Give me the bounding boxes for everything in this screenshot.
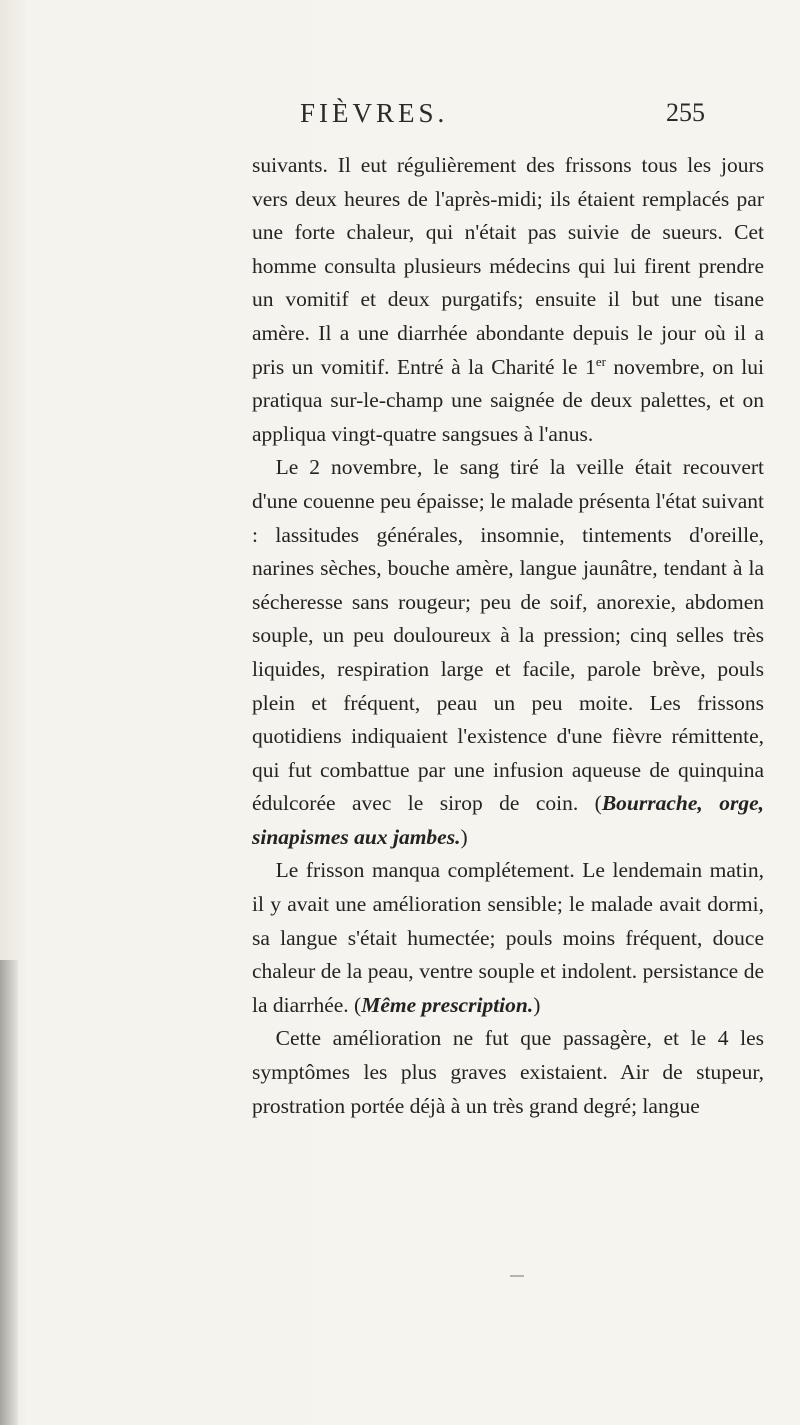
paragraph-3-close: ) bbox=[533, 992, 541, 1017]
paragraph-3-text: Le frisson manqua complétement. Le lendemain matin, il y avait une amélioration sensible; le malade avait dormi, sa langue s'était humectée; pouls moins fréquent, douce chaleur de la peau, ventre souple et indolent. persistance de la diarrhée. ( bbox=[252, 858, 764, 1017]
page-number: 255 bbox=[666, 98, 705, 127]
paragraph-4 bbox=[252, 1022, 764, 1123]
paragraph-1-tail: novembre, on lui pratiqua sur-le-champ une saignée de deux palettes, et on appliqua vingt-quatre sangsues à l'anus. bbox=[252, 354, 764, 446]
paragraph-3 bbox=[252, 854, 764, 1022]
paragraph-2-close: ) bbox=[460, 824, 468, 849]
paragraph-4-text: Cette amélioration ne fut que passagère, et le 4 les symptômes les plus graves existaient. Air de stupeur, prostration portée déjà à un très grand degré; langue bbox=[252, 1026, 764, 1118]
running-header bbox=[0, 98, 800, 138]
binding-shadow bbox=[0, 960, 18, 1425]
paragraph-1-text: suivants. Il eut régulièrement des frissons tous les jours vers deux heures de l'après-midi; ils étaient remplacés par une forte chaleur, qui n'était pas suivie de sueurs. Cet homme consulta plusieurs médecins qui lui firent prendre un vomitif et deux purgatifs; ensuite il but une tisane amère. Il a une diarrhée abondante depuis le jour où il a pris un vomitif. Entré à la Charité le 1 bbox=[252, 153, 764, 379]
paragraph-2 bbox=[252, 451, 764, 854]
print-mark bbox=[510, 1275, 524, 1277]
header-title: FIÈVRES. bbox=[300, 98, 449, 128]
prescription-italic-2: Même prescription. bbox=[361, 992, 534, 1017]
paragraph-2-text: Le 2 novembre, le sang tiré la veille était recouvert d'une couenne peu épaisse; le malade présenta l'état suivant : lassitudes générales, insomnie, tintements d'oreille, narines sèches, bouche amère, langue jaunâtre, tendant à la sécheresse sans rougeur; peu de soif, anorexie, abdomen souple, un peu douloureux à la pression; cinq selles très liquides, respiration large et facile, parole brève, pouls plein et fréquent, peau un peu moite. Les frissons quotidiens indiquaient l'existence d'une fièvre rémittente, qui fut combattue par une infusion aqueuse de quinquina édulcorée avec le sirop de coin. ( bbox=[252, 455, 764, 816]
ordinal-superscript: er bbox=[595, 354, 606, 369]
paragraph-1 bbox=[252, 149, 764, 451]
prescription-italic: Bourrache, orge, sinapismes aux jambes. bbox=[252, 791, 765, 849]
body-text bbox=[252, 149, 764, 1123]
